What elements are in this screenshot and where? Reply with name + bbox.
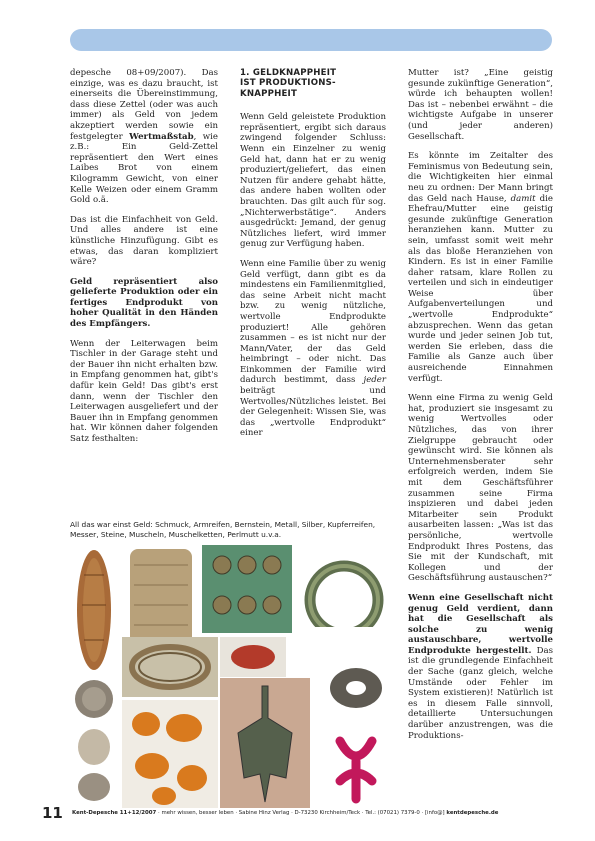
money-objects-collage (70, 545, 392, 808)
paragraph: Wenn eine Gesellschaft nicht genug Geld verdient, dann hat die Gesellschaft als solche zu wenig austauschbare, wertvolle Endprodukte hergestellt. Das ist die grundlegende Einfachheit der Sache (ganz gleich, welche Umstände oder Fehler im System existieren)! Natürlich ist es in diesem Falle sinnvoll, detaillierte Untersuchungen darüber anzustrengen, was die Produktions- (408, 592, 554, 741)
paragraph: Wenn Geld geleistete Produktion repräsentiert, ergibt sich daraus zwingend folgender Schluss: Wenn ein Einzelner zu wenig Geld hat, dann hat er zu wenig produziert/geliefert, das einen Nutzen für andere gehabt hätte, das andere haben wollten oder brauchten. Das gilt auch für sog. „Nichterwerbstätige“. Anders ausgedrückt: Jemand, der genug Nützliches liefert, wird immer genug zur Verfügung haben. (240, 112, 386, 250)
paragraph: Wenn eine Familie über zu wenig Geld verfügt, dann gibt es da mindestens ein Familienmitglied, das seine Arbeit nicht macht bzw. zu wenig nützliche, wertvolle Endprodukte produziert! Alle gehören zusammen – es ist nicht nur der Mann/Vater, der das Geld heimbringt – oder nicht. Das Einkommen der Familie wird dadurch bestimmt, dass jeder beiträgt und Wertvolles/Nützliches leistet. Bei der Gelegenheit: Wissen Sie, was das „wertvolle Endprodukt“ einer (240, 258, 386, 439)
stone-ring-image (320, 657, 392, 719)
column-1 (70, 68, 218, 454)
bronze-torc-image (294, 545, 392, 655)
bracelet-image (122, 637, 218, 697)
knife-money-image (220, 678, 310, 808)
column-3 (408, 68, 553, 750)
red-bead-image (220, 637, 286, 677)
paragraph: Wenn eine Firma zu wenig Geld hat, produziert sie insgesamt zu wenig Wertvolles oder Nützliches, das von ihrer Zielgruppe gebraucht oder gewünscht wird. Sie können als Unternehmensberater sehr erfolgreich werden, indem Sie mit dem Geschäftsführer zusammen seine Firma inspizieren und dabei jeden Mitarbeiter sein Produkt ausarbeiten lassen: „Was ist das persönliche, wertvolle Endprodukt Ihres Postens, das Sie mit der Kundschaft, mit Kollegen und der Geschäftsführung austauschen?“ (408, 393, 553, 584)
paragraph: Mutter ist? „Eine geistig gesunde zukünftige Generation“, würde ich behaupten wollen! Das ist – nebenbei erwähnt – die wichtigste Aufgabe in unserer (und jeder anderen) Gesellschaft. (408, 68, 553, 142)
header-bar (70, 29, 552, 51)
paragraph: Das ist die Einfachheit von Geld. Und alles andere ist eine künstliche Hinzufügung. Gibt es etwas, das daran kompliziert wäre? (70, 214, 218, 268)
stone-disc-image (70, 675, 118, 723)
amber-pieces-image (122, 700, 218, 808)
shells-image (70, 725, 118, 805)
amber-bead-image (70, 545, 118, 675)
section-heading: 1. GELDKNAPPHEIT IST PRODUKTIONS- KNAPPHEIT (240, 68, 337, 99)
page-number: 11 (42, 804, 63, 822)
bold-statement: Geld repräsentiert also gelieferte Produktion oder ein fertiges Endprodukt von hoher Qualität in den Händen des Empfängers. (70, 276, 218, 330)
paragraph: Es könnte im Zeitalter des Feminismus von Bedeutung sein, die Wichtigkeiten hier einmal neu zu ordnen: Der Mann bringt das Geld nach Hause, damit die Ehefrau/Mutter eine geistig gesunde zukünftige Generation heranziehen kann. Mutter zu sein, umfasst somit weit mehr als das bloße Heranziehen von Kindern. Es ist in einer Familie daher ratsam, klare Rollen zu verteilen und sich in eindeutiger Weise über Aufgabenverteilungen und „wertvolle Endprodukte“ abzusprechen. Wenn das getan wurde und jeder seinen Job tut, werden Sie erleben, dass die Familie als Ganze auch über ausreichende Einnahmen verfügt. (408, 151, 553, 384)
coral-image (320, 721, 392, 808)
column-2 (240, 68, 386, 448)
paragraph: depesche 08+09/2007). Das einzige, was es dazu braucht, ist einerseits die Übereinstimmung, dass diese Zettel (oder was auch immer) als Geld von jedem akzeptiert werden sowie ein festgelegter Wertmaßstab, wie z.B.: Ein Geld-Zettel repräsentiert den Wert eines Laibes Brot von einem Kilogramm Gewicht, von einer Kelle Weizen oder einem Gramm Gold o.ä. (70, 68, 218, 206)
image-caption: All das war einst Geld: Schmuck, Armreifen, Bernstein, Metall, Silber, Kupferreifen, Messer, Steine, Muscheln, Muschelketten, Perlmutt u.v.a. (70, 520, 376, 539)
footer-text: Kent-Depesche 11+12/2007 · mehr wissen, besser leben · Sabine Hinz Verlag · D-73230 Kirchheim/Teck · Tel.: (07021) 7379-0 · [info@] kentdepesche.de (72, 810, 499, 816)
paragraph: Wenn der Leiterwagen beim Tischler in der Garage steht und der Bauer ihn nicht erhalten bzw. in Empfang genommen hat, gibt's dafür kein Geld! Das gibt's erst dann, wenn der Tischler den Leiterwagen ausgeliefert und der Bauer ihn in Empfang genommen hat. Wir können daher folgenden Satz festhalten: (70, 338, 218, 444)
bronze-bells-image (202, 545, 292, 633)
